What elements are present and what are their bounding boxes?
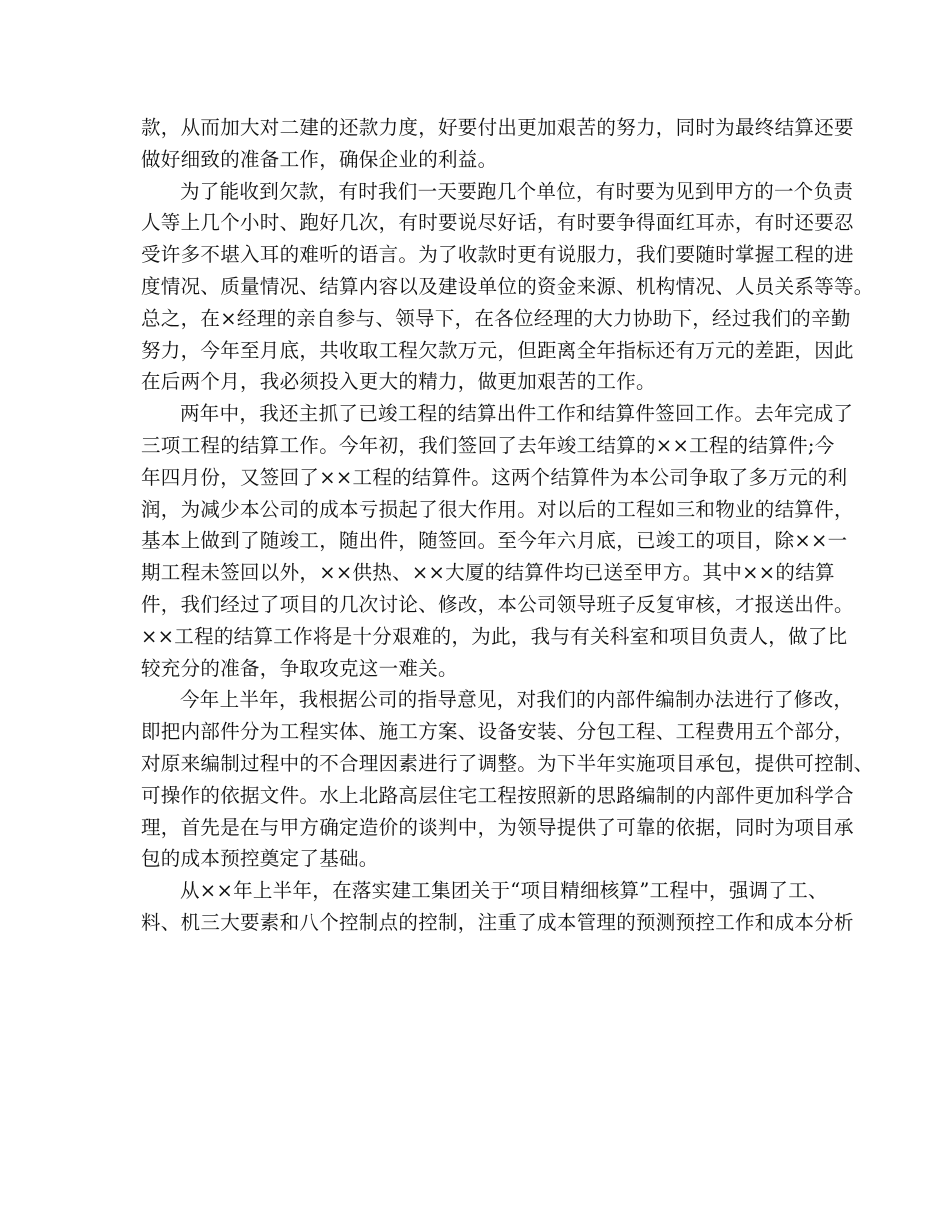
text-line: 基本上做到了随竣工，随出件，随签回。至今年六月底，已竣工的项目，除××一 (141, 529, 848, 553)
text-line: 即把内部件分为工程实体、施工方案、设备安装、分包工程、工程费用五个部分， (141, 720, 854, 744)
text-line: 两年中，我还主抓了已竣工程的结算出件工作和结算件签回工作。去年完成了 (180, 402, 854, 426)
text-line: 度情况、质量情况、结算内容以及建设单位的资金来源、机构情况、人员关系等等。 (141, 274, 874, 298)
text-line: 三项工程的结算工作。今年初，我们签回了去年竣工结算的××工程的结算件;今 (141, 433, 835, 457)
text-line: ××工程的结算工作将是十分艰难的，为此，我与有关科室和项目负责人，做了比 (141, 624, 848, 648)
text-line: 包的成本预控奠定了基础。 (141, 847, 379, 871)
text-line: 理，首先是在与甲方确定造价的谈判中，为领导提供了可靠的依据，同时为项目承 (141, 815, 854, 839)
text-line: 人等上几个小时、跑好几次，有时要说尽好话，有时要争得面红耳赤，有时还要忍 (141, 211, 854, 235)
text-line: 年四月份，又签回了××工程的结算件。这两个结算件为本公司争取了多万元的利 (141, 465, 848, 489)
text-line: 料、机三大要素和八个控制点的控制，注重了成本管理的预测预控工作和成本分析 (141, 910, 854, 934)
paragraph-2 (141, 176, 874, 399)
paragraph-5 (141, 875, 854, 939)
text-line: 受许多不堪入耳的难听的语言。为了收款时更有说服力，我们要随时掌握工程的进 (141, 243, 854, 267)
text-line: 做好细致的准备工作，确保企业的利益。 (141, 147, 498, 171)
paragraph-4 (141, 684, 874, 875)
text-line: 努力，今年至月底，共收取工程欠款万元，但距离全年指标还有万元的差距，因此 (141, 338, 854, 362)
text-line: 较充分的准备，争取攻克这一难关。 (141, 656, 458, 680)
document-body (141, 112, 874, 939)
text-line: 可操作的依据文件。水上北路高层住宅工程按照新的思路编制的内部件更加科学合 (141, 783, 854, 807)
text-line: 总之，在×经理的亲自参与、领导下，在各位经理的大力协助下，经过我们的辛勤 (141, 306, 851, 330)
text-line: 期工程未签回以外，××供热、××大厦的结算件均已送至甲方。其中××的结算 (141, 561, 835, 585)
text-line: 件，我们经过了项目的几次讨论、修改，本公司领导班子反复审核，才报送出件。 (141, 592, 854, 616)
text-line: 为了能收到欠款，有时我们一天要跑几个单位，有时要为见到甲方的一个负责 (180, 179, 854, 203)
text-line: 从××年上半年，在落实建工集团关于“项目精细核算”工程中，强调了工、 (180, 879, 828, 903)
text-line: 对原来编制过程中的不合理因素进行了调整。为下半年实施项目承包，提供可控制、 (141, 751, 874, 775)
text-line: 在后两个月，我必须投入更大的精力，做更加艰苦的工作。 (141, 370, 656, 394)
paragraph-1 (141, 112, 854, 176)
text-line: 今年上半年，我根据公司的指导意见，对我们的内部件编制办法进行了修改， (180, 688, 854, 712)
text-line: 款，从而加大对二建的还款力度，好要付出更加艰苦的努力，同时为最终结算还要 (141, 116, 854, 139)
text-line: 润，为减少本公司的成本亏损起了很大作用。对以后的工程如三和物业的结算件， (141, 497, 854, 521)
paragraph-3 (141, 398, 854, 684)
